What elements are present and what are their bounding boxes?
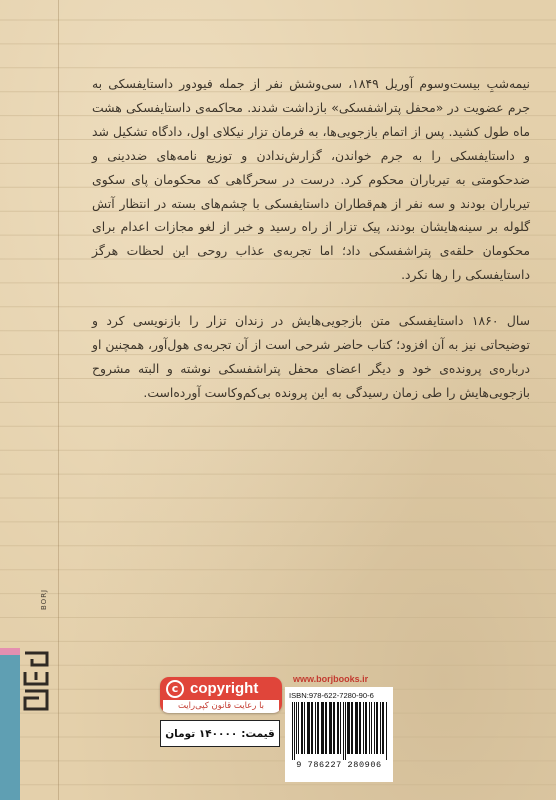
- barcode-bar: [359, 702, 361, 754]
- barcode-bar: [292, 702, 293, 760]
- borj-logo-icon: [22, 650, 50, 712]
- back-cover-blurb: [92, 72, 530, 427]
- publisher-website: www.borjbooks.ir: [293, 674, 369, 684]
- spine-blue-strip: [0, 655, 20, 800]
- barcode-bar: [363, 702, 364, 754]
- barcode-bar: [355, 702, 358, 754]
- cover-fold-line: [58, 0, 59, 800]
- barcode-bar: [298, 702, 299, 754]
- copyright-subtitle: با رعایت قانون کپی‌رایت: [163, 700, 279, 713]
- price-box: [160, 720, 280, 747]
- barcode-bar: [333, 702, 335, 754]
- barcode-bar: [340, 702, 341, 754]
- barcode-bar: [307, 702, 310, 754]
- barcode-bar: [325, 702, 327, 754]
- copyright-icon: c: [166, 680, 184, 698]
- barcode-bar: [343, 702, 344, 760]
- copyright-word: copyright: [190, 680, 259, 697]
- barcode-bar: [317, 702, 319, 754]
- borj-logo-text: BORJ: [40, 588, 48, 610]
- barcode: [290, 702, 388, 760]
- barcode-bar: [374, 702, 375, 754]
- isbn-barcode-box: [285, 687, 393, 782]
- barcode-bar: [369, 702, 370, 754]
- barcode-bar: [382, 702, 384, 754]
- barcode-bar: [351, 702, 353, 754]
- price-label: قیمت:: [241, 727, 275, 740]
- barcode-bar: [301, 702, 303, 754]
- barcode-bar: [296, 702, 297, 754]
- barcode-bar: [376, 702, 378, 754]
- barcode-bar: [371, 702, 372, 754]
- barcode-bar: [311, 702, 313, 754]
- barcode-bar: [315, 702, 316, 754]
- barcode-bar: [347, 702, 350, 754]
- isbn-number: ISBN:978-622-7280-90-6: [289, 691, 374, 700]
- barcode-bar: [321, 702, 324, 754]
- barcode-bar: [294, 702, 295, 760]
- barcode-bar: [337, 702, 339, 754]
- blurb-paragraph-2: سال ۱۸۶۰ داستایفسکی متن بازجویی‌هایش در زندان تزار را بازنویسی کرد و توضیحاتی نیز به آن افزود؛ کتاب حاضر شرحی است از آن تجربه‌ی هول‌آور، همچنین او درباره‌ی پرونده‌ی خود و دیگر اعضای محفل پتراشفسکی نوشته و البته مشروح بازجویی‌هایش را طی زمان رسیدگی به این پرونده بی‌کم‌وکاست آورده‌است.: [92, 313, 530, 400]
- barcode-bar: [304, 702, 305, 754]
- price-amount: ۱۴۰۰۰۰ تومان: [165, 727, 238, 740]
- barcode-bar: [380, 702, 381, 754]
- barcode-bar: [329, 702, 332, 754]
- barcode-bar: [345, 702, 346, 760]
- copyright-badge: [160, 677, 282, 713]
- barcode-bar: [386, 702, 387, 760]
- barcode-digits: 9 786227 280906: [296, 760, 382, 770]
- blurb-paragraph-1: نیمه‌شبِ بیست‌وسوم آوریل ۱۸۴۹، سی‌وشش نفر از جمله فیودور داستایفسکی به جرم عضویت در «محفل پتراشفسکی» بازداشت شدند. محاکمه‌ی داستایفسکی هشت ماه طول کشید. پس از اتمام بازجویی‌ها، به فرمان تزار نیکلای اول، دادگاه تشکیل شد و داستایفسکی را به جرم خواندن، گزارش‌ندادن و توزیع نامه‌های ضددینی و ضدحکومتی به تیرباران محکوم کرد. درست در سحرگاهی که محکومان پای سکوی تیرباران بودند و سه نفر از هم‌قطاران داستایفسکی با چشم‌های بسته در انتظار آتش گلوله بر سینه‌هایشان بودند، پیک تزار از راه رسید و خبر از لغو مجازات اعدام برای محکومان حلقه‌ی پتراشفسکی داد؛ اما تجربه‌ی عذاب روحی این لحظات هرگز داستایفسکی را رها نکرد.: [92, 76, 530, 283]
- barcode-bar: [365, 702, 367, 754]
